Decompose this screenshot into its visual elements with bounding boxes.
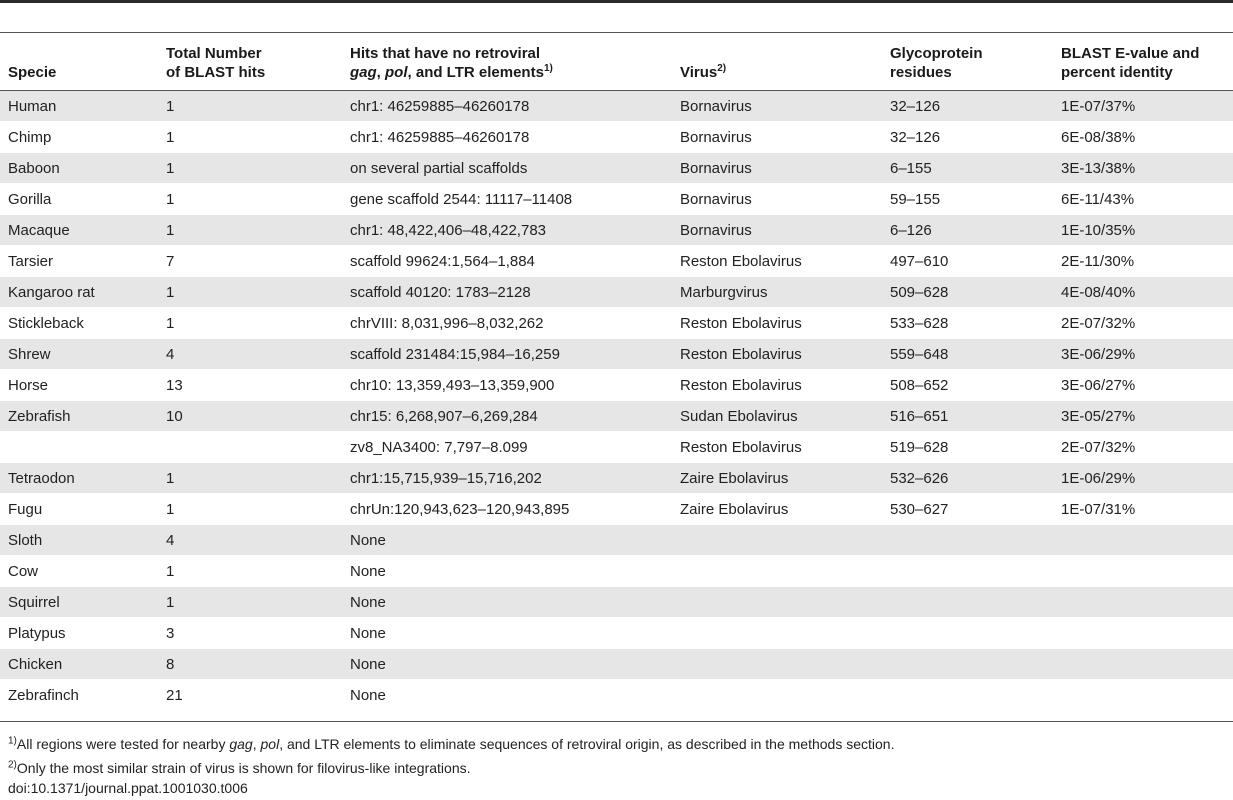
cell-blast xyxy=(1053,587,1233,618)
header-glyco-line1: Glycoprotein xyxy=(890,45,983,62)
cell-blast: 3E-13/38% xyxy=(1053,153,1233,184)
cell-specie: Cow xyxy=(0,556,158,587)
cell-specie: Sloth xyxy=(0,525,158,556)
cell-blast: 1E-06/29% xyxy=(1053,463,1233,494)
cell-specie: Macaque xyxy=(0,215,158,246)
cell-glyco: 533–628 xyxy=(882,308,1053,339)
cell-total xyxy=(158,432,342,463)
cell-hits: None xyxy=(342,525,672,556)
cell-specie: Tetraodon xyxy=(0,463,158,494)
cell-specie: Human xyxy=(0,91,158,122)
cell-glyco: 516–651 xyxy=(882,401,1053,432)
cell-virus: Reston Ebolavirus xyxy=(672,432,882,463)
cell-total: 4 xyxy=(158,525,342,556)
cell-virus xyxy=(672,587,882,618)
table-row xyxy=(0,401,1233,432)
header-glycoprotein xyxy=(882,34,1053,91)
cell-blast: 1E-07/31% xyxy=(1053,494,1233,525)
cell-glyco xyxy=(882,618,1053,649)
cell-specie: Tarsier xyxy=(0,246,158,277)
cell-hits: scaffold 231484:15,984–16,259 xyxy=(342,339,672,370)
cell-total: 1 xyxy=(158,308,342,339)
table-row xyxy=(0,494,1233,525)
table-row xyxy=(0,556,1233,587)
cell-specie: Chimp xyxy=(0,122,158,153)
cell-hits: chr1: 46259885–46260178 xyxy=(342,91,672,122)
footnote-2 xyxy=(8,760,471,776)
cell-hits: chr10: 13,359,493–13,359,900 xyxy=(342,370,672,401)
cell-glyco: 6–126 xyxy=(882,215,1053,246)
cell-specie xyxy=(0,432,158,463)
table-row xyxy=(0,370,1233,401)
cell-specie: Horse xyxy=(0,370,158,401)
table-row xyxy=(0,432,1233,463)
cell-glyco: 559–648 xyxy=(882,339,1053,370)
cell-blast xyxy=(1053,680,1233,711)
footnote-1-gag: gag xyxy=(229,736,253,752)
cell-total: 21 xyxy=(158,680,342,711)
cell-total: 8 xyxy=(158,649,342,680)
header-specie xyxy=(0,34,158,91)
cell-specie: Chicken xyxy=(0,649,158,680)
cell-specie: Zebrafinch xyxy=(0,680,158,711)
footnote-1-text-c: , and LTR elements to eliminate sequences of retroviral origin, as described in the methods section. xyxy=(279,736,895,752)
cell-specie: Gorilla xyxy=(0,184,158,215)
header-total-line1: Total Number xyxy=(166,45,262,62)
table-row xyxy=(0,680,1233,711)
cell-total: 1 xyxy=(158,91,342,122)
cell-virus xyxy=(672,556,882,587)
cell-virus: Bornavirus xyxy=(672,184,882,215)
cell-total: 1 xyxy=(158,463,342,494)
cell-total: 1 xyxy=(158,556,342,587)
header-virus xyxy=(672,34,882,91)
cell-glyco: 509–628 xyxy=(882,277,1053,308)
cell-hits: chr15: 6,268,907–6,269,284 xyxy=(342,401,672,432)
cell-glyco: 6–155 xyxy=(882,153,1053,184)
header-virus-footnote-ref: 2) xyxy=(717,63,727,74)
cell-hits: None xyxy=(342,556,672,587)
cell-hits: scaffold 99624:1,564–1,884 xyxy=(342,246,672,277)
table-row xyxy=(0,91,1233,122)
footnote-1-pol: pol xyxy=(260,736,280,752)
cell-blast: 6E-11/43% xyxy=(1053,184,1233,215)
table-row xyxy=(0,308,1233,339)
cell-total: 4 xyxy=(158,339,342,370)
header-glyco-line2: residues xyxy=(890,64,952,81)
table-row xyxy=(0,122,1233,153)
cell-glyco: 508–652 xyxy=(882,370,1053,401)
cell-blast: 2E-07/32% xyxy=(1053,308,1233,339)
cell-blast xyxy=(1053,649,1233,680)
cell-hits: chrVIII: 8,031,996–8,032,262 xyxy=(342,308,672,339)
cell-hits: gene scaffold 2544: 11117–11408 xyxy=(342,184,672,215)
table-header-row xyxy=(0,34,1233,91)
cell-specie: Fugu xyxy=(0,494,158,525)
cell-virus: Bornavirus xyxy=(672,215,882,246)
cell-blast: 3E-06/27% xyxy=(1053,370,1233,401)
cell-total: 1 xyxy=(158,122,342,153)
cell-glyco xyxy=(882,680,1053,711)
cell-virus xyxy=(672,680,882,711)
cell-hits: chr1:15,715,939–15,716,202 xyxy=(342,463,672,494)
header-hits-line1: Hits that have no retroviral xyxy=(350,45,541,62)
cell-glyco: 497–610 xyxy=(882,246,1053,277)
cell-virus: Reston Ebolavirus xyxy=(672,246,882,277)
cell-total: 7 xyxy=(158,246,342,277)
cell-glyco: 532–626 xyxy=(882,463,1053,494)
cell-glyco xyxy=(882,587,1053,618)
footnote-1-text-a: All regions were tested for nearby xyxy=(16,736,230,752)
cell-specie: Stickleback xyxy=(0,308,158,339)
cell-virus xyxy=(672,525,882,556)
cell-specie: Kangaroo rat xyxy=(0,277,158,308)
table-body xyxy=(0,91,1233,711)
cell-virus: Zaire Ebolavirus xyxy=(672,463,882,494)
header-hits-footnote-ref: 1) xyxy=(543,63,553,74)
header-virus-label: Virus xyxy=(680,64,718,81)
table-row xyxy=(0,277,1233,308)
footnote-2-marker: 2) xyxy=(8,759,17,771)
top-rule xyxy=(0,0,1233,3)
cell-specie: Zebrafish xyxy=(0,401,158,432)
cell-total: 10 xyxy=(158,401,342,432)
header-hits-gag: gag xyxy=(350,64,377,81)
table-row xyxy=(0,153,1233,184)
cell-glyco: 59–155 xyxy=(882,184,1053,215)
cell-virus: Reston Ebolavirus xyxy=(672,339,882,370)
cell-total: 13 xyxy=(158,370,342,401)
cell-hits: None xyxy=(342,618,672,649)
cell-glyco: 519–628 xyxy=(882,432,1053,463)
table-row xyxy=(0,649,1233,680)
cell-hits: chr1: 46259885–46260178 xyxy=(342,122,672,153)
table-row xyxy=(0,339,1233,370)
header-total-hits xyxy=(158,34,342,91)
cell-hits: None xyxy=(342,680,672,711)
cell-virus: Reston Ebolavirus xyxy=(672,370,882,401)
footnote-1-text-b: , xyxy=(252,736,261,752)
cell-glyco: 530–627 xyxy=(882,494,1053,525)
footnote-1 xyxy=(8,736,894,752)
header-blast-evalue xyxy=(1053,34,1233,91)
cell-total: 3 xyxy=(158,618,342,649)
cell-virus: Zaire Ebolavirus xyxy=(672,494,882,525)
cell-blast xyxy=(1053,525,1233,556)
cell-virus: Bornavirus xyxy=(672,153,882,184)
header-hits-line2 xyxy=(350,63,668,82)
header-total-line2: of BLAST hits xyxy=(166,64,266,81)
table-row xyxy=(0,587,1233,618)
cell-glyco: 32–126 xyxy=(882,122,1053,153)
cell-blast xyxy=(1053,556,1233,587)
header-specie-label: Specie xyxy=(8,64,57,81)
cell-blast: 2E-11/30% xyxy=(1053,246,1233,277)
header-hits-no-retroviral xyxy=(342,34,672,91)
cell-virus: Marburgvirus xyxy=(672,277,882,308)
table-bottom-rule xyxy=(0,721,1233,722)
header-hits-pol: pol xyxy=(385,64,408,81)
cell-glyco xyxy=(882,525,1053,556)
cell-total: 1 xyxy=(158,277,342,308)
table-row xyxy=(0,525,1233,556)
cell-blast: 6E-08/38% xyxy=(1053,122,1233,153)
cell-blast: 2E-07/32% xyxy=(1053,432,1233,463)
cell-glyco: 32–126 xyxy=(882,91,1053,122)
table-row xyxy=(0,463,1233,494)
cell-total: 1 xyxy=(158,587,342,618)
cell-hits: zv8_NA3400: 7,797–8.099 xyxy=(342,432,672,463)
footnote-2-text: Only the most similar strain of virus is shown for filovirus-like integrations. xyxy=(16,760,471,776)
cell-virus: Bornavirus xyxy=(672,91,882,122)
cell-hits: None xyxy=(342,649,672,680)
doi-line: doi:10.1371/journal.ppat.1001030.t006 xyxy=(8,780,248,796)
cell-glyco xyxy=(882,556,1053,587)
cell-total: 1 xyxy=(158,153,342,184)
cell-total: 1 xyxy=(158,215,342,246)
cell-blast: 3E-05/27% xyxy=(1053,401,1233,432)
cell-specie: Shrew xyxy=(0,339,158,370)
blast-hits-table xyxy=(0,34,1233,711)
cell-hits: None xyxy=(342,587,672,618)
cell-blast: 1E-07/37% xyxy=(1053,91,1233,122)
cell-virus xyxy=(672,618,882,649)
header-hits-sep: , xyxy=(376,64,386,81)
cell-virus: Sudan Ebolavirus xyxy=(672,401,882,432)
caption-rule xyxy=(0,32,1233,33)
footnote-1-marker: 1) xyxy=(8,735,17,747)
cell-specie: Platypus xyxy=(0,618,158,649)
cell-total: 1 xyxy=(158,494,342,525)
table-row xyxy=(0,246,1233,277)
cell-blast: 3E-06/29% xyxy=(1053,339,1233,370)
cell-hits: chrUn:120,943,623–120,943,895 xyxy=(342,494,672,525)
cell-virus: Reston Ebolavirus xyxy=(672,308,882,339)
cell-glyco xyxy=(882,649,1053,680)
cell-total: 1 xyxy=(158,184,342,215)
table-row xyxy=(0,184,1233,215)
cell-virus: Bornavirus xyxy=(672,122,882,153)
header-blast-line2: percent identity xyxy=(1061,64,1173,81)
table-row xyxy=(0,618,1233,649)
table-row xyxy=(0,215,1233,246)
cell-blast: 4E-08/40% xyxy=(1053,277,1233,308)
cell-blast xyxy=(1053,618,1233,649)
cell-specie: Squirrel xyxy=(0,587,158,618)
cell-hits: scaffold 40120: 1783–2128 xyxy=(342,277,672,308)
cell-hits: on several partial scaffolds xyxy=(342,153,672,184)
header-blast-line1: BLAST E-value and xyxy=(1061,45,1200,62)
cell-specie: Baboon xyxy=(0,153,158,184)
cell-hits: chr1: 48,422,406–48,422,783 xyxy=(342,215,672,246)
cell-blast: 1E-10/35% xyxy=(1053,215,1233,246)
cell-virus xyxy=(672,649,882,680)
header-hits-rest: , and LTR elements xyxy=(407,64,544,81)
